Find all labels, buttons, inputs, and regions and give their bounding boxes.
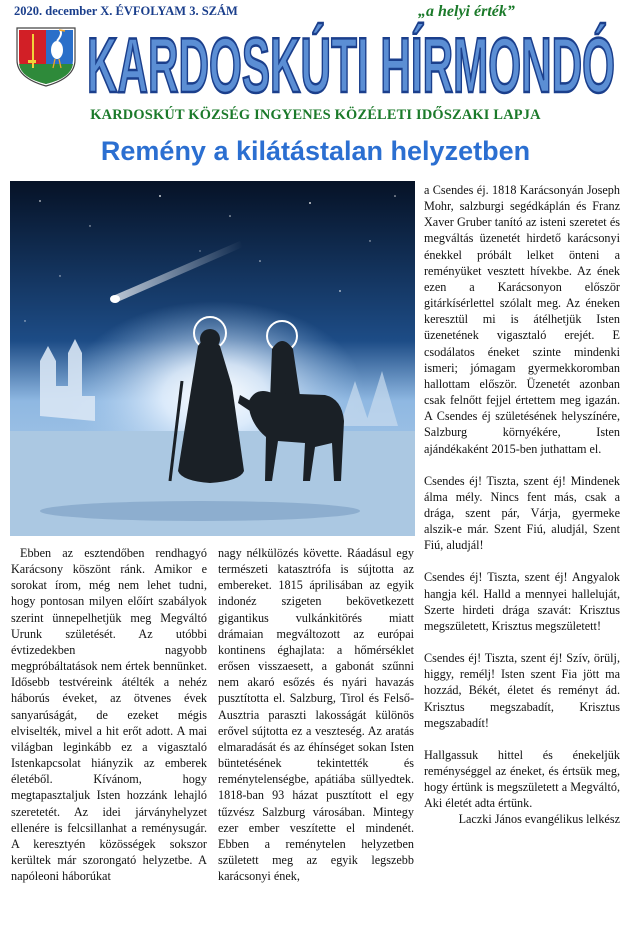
article-paragraph: a Csendes éj. 1818 Karácsonyán Joseph Mohr, salzburgi segédkáplán és Franz Xaver Gruber tanító az isteni szeretet és megváltás üzenetét hirdető karácsonyi énekkel próbált lelket önteni a reményüket vesztett hívekbe. Az ének ezen a Karácsonyon először gitárkísérlettel szólalt meg. Az éneken keresztül mi is átélhetjük Isten üzenetének vigasztaló erejét. E csodálatos éneket szinte mindenki ismeri; jómagam gyermekkoromban hallottam először. Üzenetét azonban csak felnőtt fejjel értettem meg igazán. A Csendes éj születésének helyszínére, Salzburg környékére, Isten ajándékaként 2015-ben juthattam el. <box>424 183 620 456</box>
issue-line: 2020. december X. ÉVFOLYAM 3. SZÁM <box>14 4 238 18</box>
article-column-2 <box>218 545 414 884</box>
masthead-subtitle: KARDOSKÚT KÖZSÉG INGYENES KÖZÉLETI IDŐSZAKI LAPJA <box>90 107 541 123</box>
song-verse-2: Csendes éj! Tiszta, szent éj! Angyalok hangja kél. Halld a mennyei halleluját, Szerte hirdeti drága szavát: Krisztus megszületett, Krisztus megszületett! <box>424 570 620 633</box>
svg-text:KARDOSKÚTI HÍRMONDÓ: KARDOSKÚTI HÍRMONDÓ <box>87 21 615 95</box>
masthead-logo <box>84 10 619 95</box>
coat-of-arms-icon <box>13 26 79 88</box>
tagline: „a helyi érték” <box>418 3 515 20</box>
article-paragraph: Ebben az esztendőben rendhagyó Karácsony köszönt ránk. Amikor e sorokat írom, még nem lehet tudni, hogy pontosan milyen előírt szabályok szerint ünnepelhetjük meg Megváltó Urunk születését. Az utóbbi évtizedekben nagyobb megpróbáltatások nem értek bennünket. Idősebb testvéreink átélték a nehéz háborús éveket, az ötvenes évek sanyarúságát, de ezeket mégis elviselték, mivel a hit erőt adott. A mai világban leginkább ez a vigasztaló Istenkapcsolat hiányzik az emberek életéből. Kívánom, hogy megtapasztaljuk Isten hozzánk lehajló szeretetét. Az idei járványhelyzet ellenére is felcsillanhat a reménysugár. A keresztyén közösségek sokszor kerültek már szorongató helyzetbe. A napóleoni háborúkat <box>11 546 207 884</box>
author-signature: Laczki János evangélikus lelkész <box>458 812 620 827</box>
song-verse-1: Csendes éj! Tiszta, szent éj! Mindenek álma mély. Nincs fent más, csak a drága, szent pár, Várja, gyermeke alszik-e már. Szent Fiú, aludjál, Szent Fiú, aludjál! <box>424 473 620 553</box>
nativity-night-image <box>10 181 415 536</box>
article-column-1 <box>11 545 207 884</box>
article-paragraph: nagy nélkülözés követte. Ráadásul egy természeti katasztrófa is sújtotta az embereket. 1815 áprilisában az egyik indonéz szigeten bekövetkezett gigantikus vulkánkitörés miatt drámaian megváltozott az európai kontinens éghajlata: a hőmérséklet erősen visszaesett, a gabonát szűnni nem akaró esőzés és nyári havazás pusztította el. Salzburg, Tirol és Felső-Ausztria paraszti lakosságát különös erővel sújtotta ez a veszteség. Az aratás elmaradását és az éhínséget sokan Isten büntetésének tekintették és reménytelenségbe, apátiába süllyedtek. 1818-ban 93 házat pusztított el egy tűzvész Salzburg városában. Mintegy ezer ember veszítette el mindenét. Ebben a reménytelen helyzetben született meg az egyik legszebb karácsonyi ének, <box>218 546 414 884</box>
article-column-3 <box>424 182 620 828</box>
song-verse-3: Csendes éj! Tiszta, szent éj! Szív, örülj, higgy, remélj! Isten szent Fia jött ma hozzád, Békét, életet és reményt ád. Krisztus megszabadít, Krisztus megszabadít! <box>424 651 620 730</box>
article-paragraph: Hallgassuk hittel és énekeljük reménységgel az éneket, és értsük meg, hogy értünk is megszületett a Megváltó, Aki életét adta értünk. <box>424 747 620 811</box>
article-title: Remény a kilátástalan helyzetben <box>100 136 531 166</box>
